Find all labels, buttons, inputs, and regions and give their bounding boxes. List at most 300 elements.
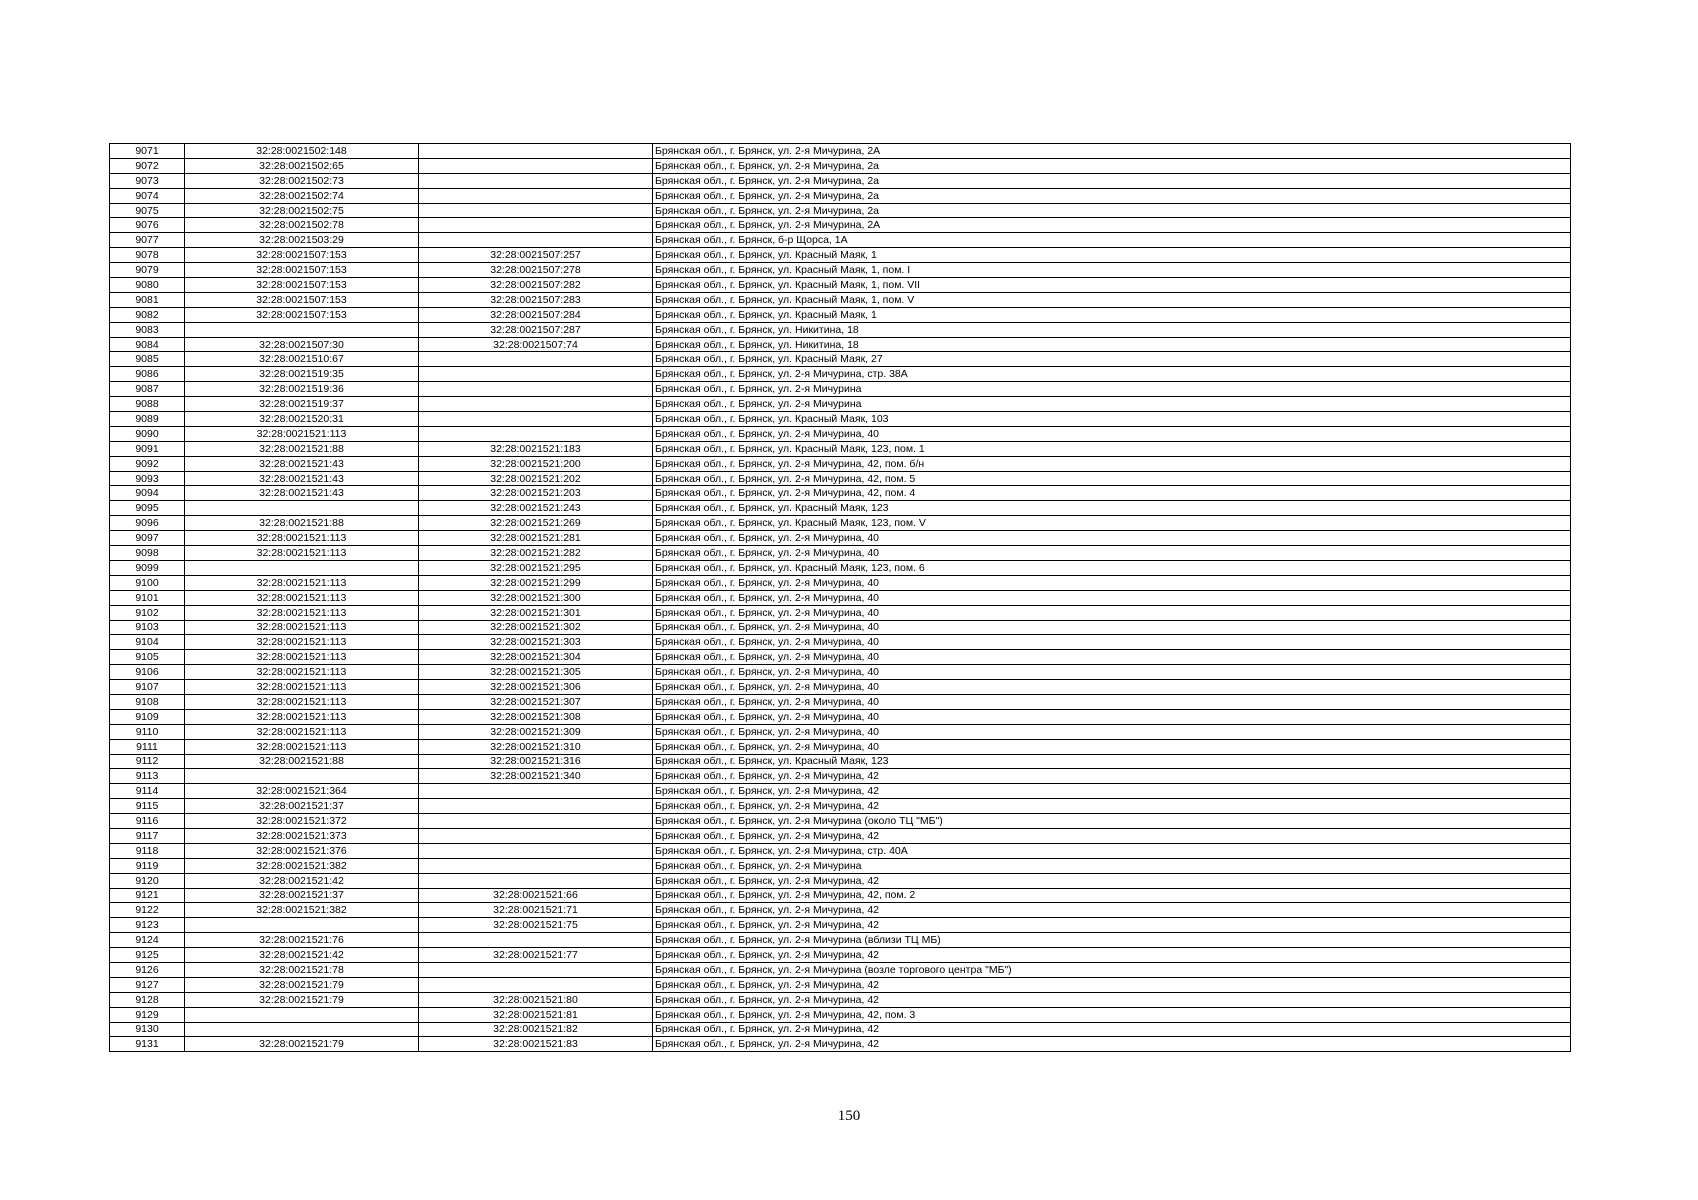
address-cell: Брянская обл., г. Брянск, ул. Красный Маяк, 123 xyxy=(653,501,1571,516)
row-number-cell: 9119 xyxy=(110,858,185,873)
object-cadastral-number-cell: 32:28:0021521:282 xyxy=(419,546,653,561)
object-cadastral-number-cell: 32:28:0021521:306 xyxy=(419,680,653,695)
registry-table-body xyxy=(110,144,1571,1052)
land-cadastral-number-cell: 32:28:0021521:372 xyxy=(185,814,419,829)
land-cadastral-number-cell: 32:28:0021521:43 xyxy=(185,486,419,501)
row-number-cell: 9099 xyxy=(110,560,185,575)
object-cadastral-number-cell xyxy=(419,977,653,992)
table-row xyxy=(110,888,1571,903)
address-cell: Брянская обл., г. Брянск, ул. 2-я Мичурина, 42 xyxy=(653,977,1571,992)
address-cell: Брянская обл., г. Брянск, ул. 2-я Мичурина, стр. 38А xyxy=(653,367,1571,382)
table-row xyxy=(110,382,1571,397)
address-cell: Брянская обл., г. Брянск, ул. 2-я Мичурина, 40 xyxy=(653,650,1571,665)
object-cadastral-number-cell xyxy=(419,158,653,173)
land-cadastral-number-cell: 32:28:0021502:148 xyxy=(185,144,419,159)
land-cadastral-number-cell: 32:28:0021521:113 xyxy=(185,546,419,561)
row-number-cell: 9121 xyxy=(110,888,185,903)
row-number-cell: 9082 xyxy=(110,307,185,322)
page-number: 150 xyxy=(837,1108,861,1124)
land-cadastral-number-cell: 32:28:0021521:382 xyxy=(185,858,419,873)
address-cell: Брянская обл., г. Брянск, ул. 2-я Мичурина, 42 xyxy=(653,1037,1571,1052)
address-cell: Брянская обл., г. Брянск, ул. Красный Маяк, 103 xyxy=(653,412,1571,427)
land-cadastral-number-cell: 32:28:0021503:29 xyxy=(185,233,419,248)
object-cadastral-number-cell: 32:28:0021507:284 xyxy=(419,307,653,322)
row-number-cell: 9115 xyxy=(110,799,185,814)
table-row xyxy=(110,263,1571,278)
object-cadastral-number-cell: 32:28:0021521:302 xyxy=(419,620,653,635)
table-row xyxy=(110,203,1571,218)
land-cadastral-number-cell: 32:28:0021521:113 xyxy=(185,694,419,709)
row-number-cell: 9080 xyxy=(110,278,185,293)
address-cell: Брянская обл., г. Брянск, ул. 2-я Мичурина (возле торгового центра "МБ") xyxy=(653,962,1571,977)
table-row xyxy=(110,188,1571,203)
object-cadastral-number-cell xyxy=(419,352,653,367)
address-cell: Брянская обл., г. Брянск, ул. Красный Маяк, 123 xyxy=(653,754,1571,769)
row-number-cell: 9105 xyxy=(110,650,185,665)
table-row xyxy=(110,248,1571,263)
address-cell: Брянская обл., г. Брянск, ул. 2-я Мичурина, 40 xyxy=(653,635,1571,650)
address-cell: Брянская обл., г. Брянск, ул. 2-я Мичурина, 2а xyxy=(653,203,1571,218)
object-cadastral-number-cell: 32:28:0021521:308 xyxy=(419,709,653,724)
land-cadastral-number-cell: 32:28:0021521:113 xyxy=(185,605,419,620)
row-number-cell: 9084 xyxy=(110,337,185,352)
land-cadastral-number-cell: 32:28:0021521:37 xyxy=(185,799,419,814)
object-cadastral-number-cell: 32:28:0021521:83 xyxy=(419,1037,653,1052)
row-number-cell: 9097 xyxy=(110,531,185,546)
row-number-cell: 9072 xyxy=(110,158,185,173)
address-cell: Брянская обл., г. Брянск, ул. Красный Маяк, 27 xyxy=(653,352,1571,367)
object-cadastral-number-cell xyxy=(419,873,653,888)
table-row xyxy=(110,694,1571,709)
table-row xyxy=(110,858,1571,873)
address-cell: Брянская обл., г. Брянск, ул. 2-я Мичурина, 42 xyxy=(653,903,1571,918)
land-cadastral-number-cell: 32:28:0021507:153 xyxy=(185,263,419,278)
table-row xyxy=(110,516,1571,531)
row-number-cell: 9103 xyxy=(110,620,185,635)
table-row xyxy=(110,977,1571,992)
address-cell: Брянская обл., г. Брянск, ул. 2-я Мичурина xyxy=(653,397,1571,412)
table-row xyxy=(110,784,1571,799)
row-number-cell: 9075 xyxy=(110,203,185,218)
row-number-cell: 9112 xyxy=(110,754,185,769)
land-cadastral-number-cell xyxy=(185,1007,419,1022)
row-number-cell: 9088 xyxy=(110,397,185,412)
row-number-cell: 9110 xyxy=(110,724,185,739)
table-row xyxy=(110,680,1571,695)
row-number-cell: 9085 xyxy=(110,352,185,367)
object-cadastral-number-cell: 32:28:0021521:305 xyxy=(419,665,653,680)
row-number-cell: 9125 xyxy=(110,948,185,963)
land-cadastral-number-cell: 32:28:0021521:382 xyxy=(185,903,419,918)
table-row xyxy=(110,292,1571,307)
land-cadastral-number-cell xyxy=(185,1022,419,1037)
row-number-cell: 9120 xyxy=(110,873,185,888)
row-number-cell: 9128 xyxy=(110,992,185,1007)
land-cadastral-number-cell: 32:28:0021507:153 xyxy=(185,278,419,293)
land-cadastral-number-cell: 32:28:0021507:153 xyxy=(185,307,419,322)
land-cadastral-number-cell: 32:28:0021521:43 xyxy=(185,456,419,471)
table-row xyxy=(110,843,1571,858)
address-cell: Брянская обл., г. Брянск, ул. Красный Маяк, 1, пом. I xyxy=(653,263,1571,278)
table-row xyxy=(110,352,1571,367)
row-number-cell: 9073 xyxy=(110,173,185,188)
address-cell: Брянская обл., г. Брянск, ул. 2-я Мичурина, 40 xyxy=(653,605,1571,620)
row-number-cell: 9071 xyxy=(110,144,185,159)
address-cell: Брянская обл., г. Брянск, ул. Никитина, 18 xyxy=(653,337,1571,352)
row-number-cell: 9117 xyxy=(110,828,185,843)
object-cadastral-number-cell xyxy=(419,858,653,873)
land-cadastral-number-cell: 32:28:0021521:113 xyxy=(185,620,419,635)
address-cell: Брянская обл., г. Брянск, ул. 2-я Мичурина, 40 xyxy=(653,724,1571,739)
address-cell: Брянская обл., г. Брянск, ул. 2-я Мичурина, 40 xyxy=(653,620,1571,635)
address-cell: Брянская обл., г. Брянск, ул. 2-я Мичурина, 42 xyxy=(653,873,1571,888)
land-cadastral-number-cell: 32:28:0021521:79 xyxy=(185,1037,419,1052)
object-cadastral-number-cell: 32:28:0021507:278 xyxy=(419,263,653,278)
object-cadastral-number-cell: 32:28:0021521:75 xyxy=(419,918,653,933)
object-cadastral-number-cell: 32:28:0021521:81 xyxy=(419,1007,653,1022)
table-row xyxy=(110,278,1571,293)
object-cadastral-number-cell: 32:28:0021521:310 xyxy=(419,739,653,754)
object-cadastral-number-cell xyxy=(419,203,653,218)
address-cell: Брянская обл., г. Брянск, ул. 2-я Мичурина, 40 xyxy=(653,739,1571,754)
row-number-cell: 9092 xyxy=(110,456,185,471)
address-cell: Брянская обл., г. Брянск, ул. 2-я Мичурина, 42, пом. 2 xyxy=(653,888,1571,903)
object-cadastral-number-cell: 32:28:0021521:301 xyxy=(419,605,653,620)
land-cadastral-number-cell: 32:28:0021502:74 xyxy=(185,188,419,203)
table-row xyxy=(110,367,1571,382)
object-cadastral-number-cell: 32:28:0021521:295 xyxy=(419,560,653,575)
row-number-cell: 9106 xyxy=(110,665,185,680)
registry-table xyxy=(109,143,1571,1052)
object-cadastral-number-cell xyxy=(419,233,653,248)
object-cadastral-number-cell: 32:28:0021521:82 xyxy=(419,1022,653,1037)
object-cadastral-number-cell: 32:28:0021521:66 xyxy=(419,888,653,903)
land-cadastral-number-cell: 32:28:0021521:113 xyxy=(185,426,419,441)
object-cadastral-number-cell xyxy=(419,173,653,188)
land-cadastral-number-cell: 32:28:0021521:113 xyxy=(185,665,419,680)
row-number-cell: 9122 xyxy=(110,903,185,918)
address-cell: Брянская обл., г. Брянск, ул. Красный Маяк, 1 xyxy=(653,248,1571,263)
object-cadastral-number-cell: 32:28:0021507:74 xyxy=(419,337,653,352)
row-number-cell: 9091 xyxy=(110,441,185,456)
address-cell: Брянская обл., г. Брянск, ул. 2-я Мичурина, 40 xyxy=(653,709,1571,724)
address-cell: Брянская обл., г. Брянск, ул. 2-я Мичурина, 40 xyxy=(653,694,1571,709)
table-row xyxy=(110,501,1571,516)
row-number-cell: 9074 xyxy=(110,188,185,203)
object-cadastral-number-cell: 32:28:0021521:304 xyxy=(419,650,653,665)
table-row xyxy=(110,144,1571,159)
object-cadastral-number-cell xyxy=(419,188,653,203)
table-row xyxy=(110,173,1571,188)
object-cadastral-number-cell: 32:28:0021521:281 xyxy=(419,531,653,546)
object-cadastral-number-cell xyxy=(419,843,653,858)
row-number-cell: 9078 xyxy=(110,248,185,263)
table-row xyxy=(110,1037,1571,1052)
address-cell: Брянская обл., г. Брянск, ул. 2-я Мичурина, 42, пом. 3 xyxy=(653,1007,1571,1022)
row-number-cell: 9083 xyxy=(110,322,185,337)
address-cell: Брянская обл., г. Брянск, ул. 2-я Мичурина xyxy=(653,858,1571,873)
land-cadastral-number-cell: 32:28:0021521:79 xyxy=(185,977,419,992)
address-cell: Брянская обл., г. Брянск, ул. Красный Маяк, 123, пом. 1 xyxy=(653,441,1571,456)
address-cell: Брянская обл., г. Брянск, б-р Щорса, 1А xyxy=(653,233,1571,248)
row-number-cell: 9089 xyxy=(110,412,185,427)
land-cadastral-number-cell: 32:28:0021521:113 xyxy=(185,650,419,665)
object-cadastral-number-cell: 32:28:0021521:309 xyxy=(419,724,653,739)
row-number-cell: 9095 xyxy=(110,501,185,516)
row-number-cell: 9098 xyxy=(110,546,185,561)
row-number-cell: 9090 xyxy=(110,426,185,441)
land-cadastral-number-cell: 32:28:0021521:42 xyxy=(185,873,419,888)
object-cadastral-number-cell xyxy=(419,962,653,977)
land-cadastral-number-cell: 32:28:0021521:76 xyxy=(185,933,419,948)
land-cadastral-number-cell xyxy=(185,918,419,933)
object-cadastral-number-cell xyxy=(419,814,653,829)
address-cell: Брянская обл., г. Брянск, ул. Красный Маяк, 1, пом. VII xyxy=(653,278,1571,293)
land-cadastral-number-cell: 32:28:0021521:113 xyxy=(185,575,419,590)
land-cadastral-number-cell: 32:28:0021521:364 xyxy=(185,784,419,799)
land-cadastral-number-cell xyxy=(185,322,419,337)
table-row xyxy=(110,456,1571,471)
address-cell: Брянская обл., г. Брянск, ул. 2-я Мичурина, 40 xyxy=(653,546,1571,561)
address-cell: Брянская обл., г. Брянск, ул. 2-я Мичурина, 42 xyxy=(653,992,1571,1007)
land-cadastral-number-cell: 32:28:0021521:113 xyxy=(185,635,419,650)
row-number-cell: 9124 xyxy=(110,933,185,948)
address-cell: Брянская обл., г. Брянск, ул. 2-я Мичурина, 40 xyxy=(653,531,1571,546)
table-row xyxy=(110,962,1571,977)
object-cadastral-number-cell: 32:28:0021521:183 xyxy=(419,441,653,456)
address-cell: Брянская обл., г. Брянск, ул. 2-я Мичурина, 42, пом. 5 xyxy=(653,471,1571,486)
row-number-cell: 9104 xyxy=(110,635,185,650)
row-number-cell: 9101 xyxy=(110,590,185,605)
land-cadastral-number-cell: 32:28:0021519:35 xyxy=(185,367,419,382)
table-row xyxy=(110,739,1571,754)
row-number-cell: 9127 xyxy=(110,977,185,992)
land-cadastral-number-cell: 32:28:0021521:113 xyxy=(185,531,419,546)
table-row xyxy=(110,635,1571,650)
table-row xyxy=(110,560,1571,575)
land-cadastral-number-cell: 32:28:0021521:376 xyxy=(185,843,419,858)
land-cadastral-number-cell: 32:28:0021502:78 xyxy=(185,218,419,233)
land-cadastral-number-cell: 32:28:0021521:78 xyxy=(185,962,419,977)
table-row xyxy=(110,1022,1571,1037)
address-cell: Брянская обл., г. Брянск, ул. 2-я Мичурина, 2А xyxy=(653,144,1571,159)
land-cadastral-number-cell xyxy=(185,501,419,516)
table-row xyxy=(110,903,1571,918)
object-cadastral-number-cell xyxy=(419,397,653,412)
table-row xyxy=(110,933,1571,948)
table-row xyxy=(110,650,1571,665)
land-cadastral-number-cell: 32:28:0021521:43 xyxy=(185,471,419,486)
object-cadastral-number-cell xyxy=(419,382,653,397)
object-cadastral-number-cell xyxy=(419,784,653,799)
row-number-cell: 9118 xyxy=(110,843,185,858)
object-cadastral-number-cell xyxy=(419,412,653,427)
land-cadastral-number-cell: 32:28:0021502:75 xyxy=(185,203,419,218)
address-cell: Брянская обл., г. Брянск, ул. 2-я Мичурина, 2А xyxy=(653,218,1571,233)
land-cadastral-number-cell: 32:28:0021521:113 xyxy=(185,680,419,695)
object-cadastral-number-cell xyxy=(419,828,653,843)
object-cadastral-number-cell: 32:28:0021521:200 xyxy=(419,456,653,471)
table-row xyxy=(110,709,1571,724)
land-cadastral-number-cell: 32:28:0021521:113 xyxy=(185,724,419,739)
row-number-cell: 9086 xyxy=(110,367,185,382)
object-cadastral-number-cell: 32:28:0021521:71 xyxy=(419,903,653,918)
address-cell: Брянская обл., г. Брянск, ул. 2-я Мичурина, 42, пом. б/н xyxy=(653,456,1571,471)
table-row xyxy=(110,233,1571,248)
land-cadastral-number-cell: 32:28:0021519:36 xyxy=(185,382,419,397)
address-cell: Брянская обл., г. Брянск, ул. 2-я Мичурина, 2а xyxy=(653,173,1571,188)
land-cadastral-number-cell: 32:28:0021521:79 xyxy=(185,992,419,1007)
row-number-cell: 9102 xyxy=(110,605,185,620)
row-number-cell: 9107 xyxy=(110,680,185,695)
table-row xyxy=(110,948,1571,963)
row-number-cell: 9126 xyxy=(110,962,185,977)
land-cadastral-number-cell: 32:28:0021502:73 xyxy=(185,173,419,188)
land-cadastral-number-cell: 32:28:0021521:37 xyxy=(185,888,419,903)
land-cadastral-number-cell xyxy=(185,769,419,784)
address-cell: Брянская обл., г. Брянск, ул. Красный Маяк, 123, пом. V xyxy=(653,516,1571,531)
address-cell: Брянская обл., г. Брянск, ул. 2-я Мичурина, 40 xyxy=(653,590,1571,605)
table-row xyxy=(110,620,1571,635)
object-cadastral-number-cell xyxy=(419,933,653,948)
row-number-cell: 9109 xyxy=(110,709,185,724)
address-cell: Брянская обл., г. Брянск, ул. 2-я Мичурина, 2а xyxy=(653,158,1571,173)
table-row xyxy=(110,590,1571,605)
table-row xyxy=(110,486,1571,501)
address-cell: Брянская обл., г. Брянск, ул. 2-я Мичурина, 2а xyxy=(653,188,1571,203)
row-number-cell: 9076 xyxy=(110,218,185,233)
object-cadastral-number-cell: 32:28:0021521:202 xyxy=(419,471,653,486)
object-cadastral-number-cell: 32:28:0021521:77 xyxy=(419,948,653,963)
land-cadastral-number-cell: 32:28:0021502:65 xyxy=(185,158,419,173)
row-number-cell: 9077 xyxy=(110,233,185,248)
row-number-cell: 9093 xyxy=(110,471,185,486)
address-cell: Брянская обл., г. Брянск, ул. 2-я Мичурина xyxy=(653,382,1571,397)
table-row xyxy=(110,397,1571,412)
object-cadastral-number-cell: 32:28:0021521:243 xyxy=(419,501,653,516)
address-cell: Брянская обл., г. Брянск, ул. 2-я Мичурина, 40 xyxy=(653,575,1571,590)
object-cadastral-number-cell xyxy=(419,144,653,159)
table-row xyxy=(110,828,1571,843)
table-row xyxy=(110,605,1571,620)
land-cadastral-number-cell: 32:28:0021521:113 xyxy=(185,709,419,724)
row-number-cell: 9131 xyxy=(110,1037,185,1052)
address-cell: Брянская обл., г. Брянск, ул. 2-я Мичурина, 42 xyxy=(653,769,1571,784)
land-cadastral-number-cell xyxy=(185,560,419,575)
object-cadastral-number-cell: 32:28:0021521:340 xyxy=(419,769,653,784)
address-cell: Брянская обл., г. Брянск, ул. Красный Маяк, 1, пом. V xyxy=(653,292,1571,307)
row-number-cell: 9130 xyxy=(110,1022,185,1037)
address-cell: Брянская обл., г. Брянск, ул. 2-я Мичурина, 42 xyxy=(653,1022,1571,1037)
address-cell: Брянская обл., г. Брянск, ул. Красный Маяк, 1 xyxy=(653,307,1571,322)
object-cadastral-number-cell: 32:28:0021521:299 xyxy=(419,575,653,590)
land-cadastral-number-cell: 32:28:0021521:42 xyxy=(185,948,419,963)
address-cell: Брянская обл., г. Брянск, ул. Красный Маяк, 123, пом. 6 xyxy=(653,560,1571,575)
table-row xyxy=(110,665,1571,680)
object-cadastral-number-cell xyxy=(419,218,653,233)
land-cadastral-number-cell: 32:28:0021521:113 xyxy=(185,590,419,605)
table-row xyxy=(110,426,1571,441)
object-cadastral-number-cell xyxy=(419,426,653,441)
row-number-cell: 9100 xyxy=(110,575,185,590)
table-row xyxy=(110,531,1571,546)
address-cell: Брянская обл., г. Брянск, ул. 2-я Мичурина, 40 xyxy=(653,665,1571,680)
table-row xyxy=(110,441,1571,456)
table-row xyxy=(110,769,1571,784)
row-number-cell: 9116 xyxy=(110,814,185,829)
object-cadastral-number-cell: 32:28:0021507:282 xyxy=(419,278,653,293)
address-cell: Брянская обл., г. Брянск, ул. 2-я Мичурина, 42 xyxy=(653,799,1571,814)
object-cadastral-number-cell: 32:28:0021521:269 xyxy=(419,516,653,531)
row-number-cell: 9081 xyxy=(110,292,185,307)
land-cadastral-number-cell: 32:28:0021520:31 xyxy=(185,412,419,427)
land-cadastral-number-cell: 32:28:0021507:153 xyxy=(185,248,419,263)
table-row xyxy=(110,307,1571,322)
object-cadastral-number-cell: 32:28:0021521:300 xyxy=(419,590,653,605)
object-cadastral-number-cell: 32:28:0021521:303 xyxy=(419,635,653,650)
table-row xyxy=(110,412,1571,427)
table-row xyxy=(110,814,1571,829)
row-number-cell: 9096 xyxy=(110,516,185,531)
row-number-cell: 9111 xyxy=(110,739,185,754)
table-row xyxy=(110,158,1571,173)
table-row xyxy=(110,575,1571,590)
table-row xyxy=(110,337,1571,352)
table-row xyxy=(110,1007,1571,1022)
row-number-cell: 9108 xyxy=(110,694,185,709)
land-cadastral-number-cell: 32:28:0021521:113 xyxy=(185,739,419,754)
land-cadastral-number-cell: 32:28:0021510:67 xyxy=(185,352,419,367)
address-cell: Брянская обл., г. Брянск, ул. 2-я Мичурина (около ТЦ "МБ") xyxy=(653,814,1571,829)
row-number-cell: 9123 xyxy=(110,918,185,933)
table-row xyxy=(110,754,1571,769)
row-number-cell: 9114 xyxy=(110,784,185,799)
address-cell: Брянская обл., г. Брянск, ул. 2-я Мичурина, стр. 40А xyxy=(653,843,1571,858)
address-cell: Брянская обл., г. Брянск, ул. 2-я Мичурина, 42, пом. 4 xyxy=(653,486,1571,501)
table-row xyxy=(110,918,1571,933)
table-row xyxy=(110,218,1571,233)
land-cadastral-number-cell: 32:28:0021521:88 xyxy=(185,754,419,769)
table-row xyxy=(110,873,1571,888)
row-number-cell: 9079 xyxy=(110,263,185,278)
table-row xyxy=(110,471,1571,486)
object-cadastral-number-cell: 32:28:0021507:283 xyxy=(419,292,653,307)
address-cell: Брянская обл., г. Брянск, ул. 2-я Мичурина, 42 xyxy=(653,784,1571,799)
row-number-cell: 9094 xyxy=(110,486,185,501)
address-cell: Брянская обл., г. Брянск, ул. 2-я Мичурина, 42 xyxy=(653,918,1571,933)
address-cell: Брянская обл., г. Брянск, ул. 2-я Мичурина, 40 xyxy=(653,426,1571,441)
land-cadastral-number-cell: 32:28:0021519:37 xyxy=(185,397,419,412)
object-cadastral-number-cell: 32:28:0021521:316 xyxy=(419,754,653,769)
land-cadastral-number-cell: 32:28:0021507:153 xyxy=(185,292,419,307)
address-cell: Брянская обл., г. Брянск, ул. 2-я Мичурина, 40 xyxy=(653,680,1571,695)
table-row xyxy=(110,546,1571,561)
address-cell: Брянская обл., г. Брянск, ул. 2-я Мичурина (вблизи ТЦ МБ) xyxy=(653,933,1571,948)
table-row xyxy=(110,322,1571,337)
table-row xyxy=(110,799,1571,814)
object-cadastral-number-cell: 32:28:0021507:287 xyxy=(419,322,653,337)
object-cadastral-number-cell xyxy=(419,367,653,382)
object-cadastral-number-cell: 32:28:0021521:203 xyxy=(419,486,653,501)
land-cadastral-number-cell: 32:28:0021521:88 xyxy=(185,441,419,456)
table-row xyxy=(110,992,1571,1007)
address-cell: Брянская обл., г. Брянск, ул. Никитина, 18 xyxy=(653,322,1571,337)
row-number-cell: 9087 xyxy=(110,382,185,397)
row-number-cell: 9113 xyxy=(110,769,185,784)
object-cadastral-number-cell: 32:28:0021507:257 xyxy=(419,248,653,263)
land-cadastral-number-cell: 32:28:0021521:373 xyxy=(185,828,419,843)
object-cadastral-number-cell xyxy=(419,799,653,814)
